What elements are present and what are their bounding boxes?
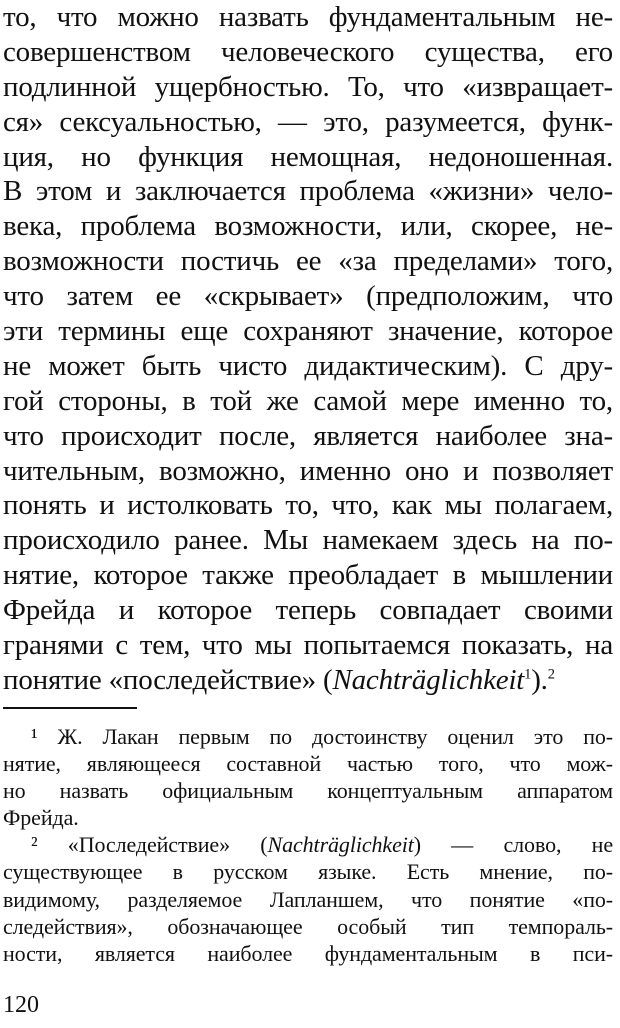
text-line: что происходит после, является наиболее зна- — [3, 419, 613, 452]
text-line: Фрейда и которое теперь совпадает своими — [3, 594, 613, 627]
page-number: 120 — [3, 992, 39, 1018]
text-line: совершенством человеческого существа, его — [3, 35, 613, 68]
text-line: ция, но функция немощная, недоношенная. — [3, 140, 613, 173]
text-line: возможности постичь ее «за пределами» того, — [3, 245, 613, 278]
footnote-ref-1[interactable]: 1 — [524, 666, 532, 683]
text-line: подлинной ущербностью. То, что «извращает- — [3, 70, 613, 103]
text-line: эти термины еще сохраняют значение, которое — [3, 315, 613, 348]
text-fragment: «Последействие» ( — [37, 832, 268, 858]
footnote-line: видимому, разделяемое Лапланшем, что понятие «по- — [3, 886, 613, 912]
text-line: В этом и заключается проблема «жизни» чело- — [3, 175, 613, 208]
italic-term: Nachträglichkeit — [332, 663, 525, 696]
footnote-ref-2[interactable]: 2 — [547, 666, 555, 683]
footnote-line: Фрейда. — [3, 805, 79, 831]
text-line: века, проблема возможности, или, скорее, не- — [3, 210, 613, 243]
footnote-mark: ² — [31, 832, 38, 858]
text-line: гой стороны, в той же самой мере именно то, — [3, 384, 613, 417]
text-fragment: понятие «последействие» ( — [3, 663, 333, 696]
footnote-2-first-line — [3, 831, 613, 858]
text-line: ся» сексуальностью, — это, разумеется, функ- — [3, 105, 613, 138]
footnote-line: нятие, являющееся составной частью того, что мож- — [3, 751, 613, 777]
footnote-line: ¹ Ж. Лакан первым по достоинству оценил это по- — [31, 724, 613, 749]
text-fragment: ). — [531, 663, 548, 696]
text-line: не может быть чисто дидактическим). С дру- — [3, 349, 613, 382]
text-line: понять и истолковать то, что, как мы полагаем, — [3, 489, 613, 522]
text-line-last — [3, 663, 613, 698]
footnote-line: ности, является наиболее фундаментальным в пси- — [3, 940, 613, 966]
text-line: гранями с тем, что мы попытаемся показать, на — [3, 629, 613, 662]
italic-term: Nachträglichkeit — [267, 832, 414, 858]
text-line: нятие, которое также преобладает в мышлении — [3, 559, 613, 592]
text-line: что затем ее «скрывает» (предположим, что — [3, 280, 613, 313]
main-text — [3, 0, 613, 698]
footnote-line: но назвать официальным концептуальным аппаратом — [3, 778, 613, 804]
footnote-separator — [3, 707, 137, 709]
footnote-line: следействия», обозначающее особый тип темпораль- — [3, 913, 613, 939]
footnote-line: существующее в русском языке. Есть мнение, по- — [3, 859, 613, 885]
text-line: то, что можно назвать фундаментальным не- — [3, 1, 613, 33]
text-line: чительным, возможно, именно оно и позволяет — [3, 454, 613, 487]
footnotes — [3, 723, 613, 967]
text-fragment: ) — слово, не — [413, 832, 614, 858]
text-line: происходило ранее. Мы намекаем здесь на по- — [3, 524, 613, 557]
